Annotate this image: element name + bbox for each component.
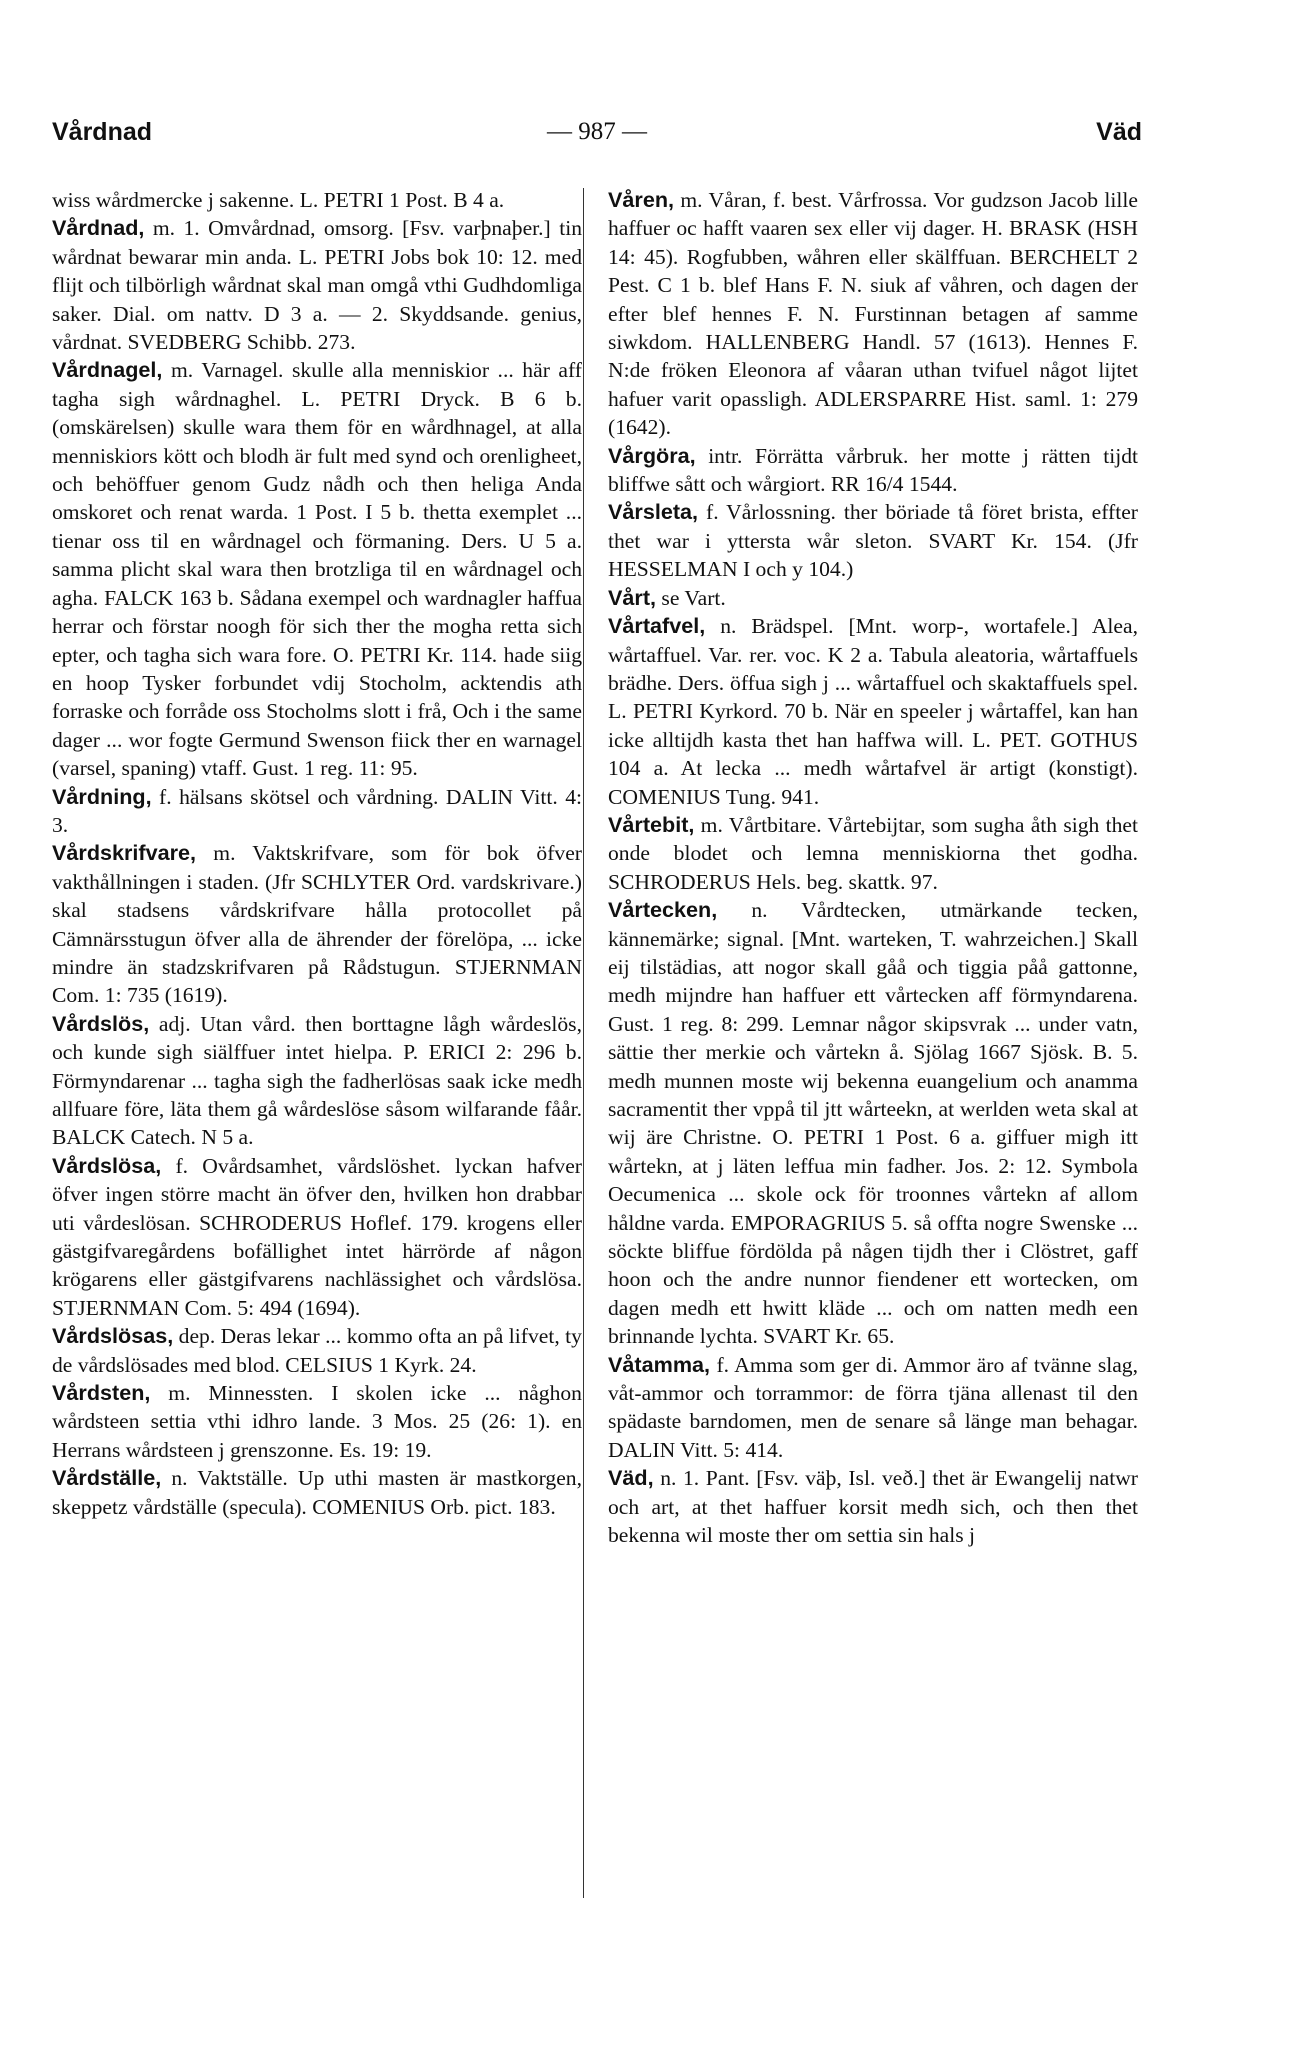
dictionary-entry xyxy=(608,896,1138,1351)
headword: Våren, xyxy=(608,187,675,212)
dictionary-entry xyxy=(52,839,582,1009)
dictionary-entry xyxy=(608,186,1138,442)
headword: Vårdnagel, xyxy=(52,357,163,383)
headword: Vårtebit, xyxy=(608,811,695,837)
entry-text: f. Amma som ger di. Ammor äro af tvänne slag, våt-ammor och torrammor: de förra tjäna allenast til den spädaste barndomen, men de senare så länge man behagar. DALIN Vitt. 5: 414. xyxy=(608,1352,1138,1462)
dictionary-entry xyxy=(52,1152,582,1322)
headword: Vårdställe, xyxy=(52,1465,162,1491)
dictionary-entry xyxy=(608,612,1138,811)
entry-text: wiss wårdmercke j sakenne. L. PETRI 1 Post. B 4 a. xyxy=(52,188,505,212)
headword: Vårtafvel, xyxy=(608,613,706,639)
entry-text: m. Våran, f. best. Vårfrossa. Vor gudzson Jacob lille haffuer oc hafft vaaren sex eller vij dager. H. BRASK (HSH 14: 45). Rogfubben, wåhren eller skälffuan. BERCHELT 2 Pest. C 1 b. blef Hans F. N. siuk af våhren, och dagen der efter blef hennes F. N. Furstinnan betagen af samme siwkdom. HALLENBERG Handl. 57 (1613). Hennes F. N:de fröken Eleonora af våaran uthan tvifuel något lijtet hafuer varit opassligh. ADLERSPARRE Hist. saml. 1: 279 (1642). xyxy=(608,188,1138,440)
left-column xyxy=(52,186,582,1521)
entry-text: f. hälsans skötsel och vårdning. DALIN Vitt. 4: 3. xyxy=(52,784,583,837)
headword: Vårdsten, xyxy=(52,1380,151,1406)
running-head xyxy=(52,118,1142,152)
entry-text: f. Ovårdsamhet, vårdslöshet. lyckan hafver öfver ingen större macht än öfver den, hvilken hon drabbar uti vårdeslösan. SCHRODERUS Hoflef. 179. krogens eller gästgifvaregårdens bofällighet intet härrörde af någon krögarens eller gästgifvarens nachlässighet och vårdslösa. STJERNMAN Com. 5: 494 (1694). xyxy=(52,1153,582,1320)
headword: Vårdslös, xyxy=(52,1010,150,1036)
dictionary-entry xyxy=(608,1464,1138,1549)
entry-text: m. Varnagel. skulle alla menniskior ... här aff tagha sigh wårdnaghel. L. PETRI Dryck. B 6 b. (omskärelsen) skulle wara them för en wårdhnagel, at alla menniskiors kött och blodh är fult med synd och orenligheet, och behöffuer genom Gudz nådh och then heliga Anda omskoret och renat warda. 1 Post. I 5 b. thetta exemplet ... tienar oss til en wårdnagel och förmaning. Ders. U 5 a. samma plicht skal wara then brotzliga til en wårdnagel och agha. FALCK 163 b. Sådana exempel och wardnagler haffua herrar och förstar noogh för sich ther the mogha retta sich epter, och tagha sich wara fore. O. PETRI Kr. 114. hade siig en hoop Tysker forbundet vdij Stocholm, acktendis ath forraske och forråde oss Stocholms slott i frå, Och i the same dager ... wor fogte Germund Swenson fiick ther en warnagel (varsel, spaning) vtaff. Gust. 1 reg. 11: 95. xyxy=(52,358,583,781)
dictionary-entry xyxy=(52,1010,582,1152)
dictionary-entry xyxy=(52,356,582,782)
dictionary-entry xyxy=(608,584,1138,612)
headword: Vårdning, xyxy=(52,783,152,809)
entry-text: m. Vårtbitare. Vårtebijtar, som sugha åth sigh thet onde blodet och lemna menniskiorna thet godha. SCHRODERUS Hels. beg. skattk. 97. xyxy=(608,812,1138,894)
entry-text: m. 1. Omvårdnad, omsorg. [Fsv. varþnaþer.] tin wårdnat bewarar min anda. L. PETRI Jobs bok 10: 12. med flijt och tilbörligh wårdnat skal man omgå vthi Gudhdomliga saker. Dial. om nattv. D 3 a. — 2. Skyddsande. genius, vårdnat. SVEDBERG Schibb. 273. xyxy=(52,216,582,355)
entry-text: n. 1. Pant. [Fsv. väþ, Isl. veð.] thet är Ewangelij natwr och art, at thet haffuer korsit medh sich, och then thet bekenna wil moste ther om settia sin hals j xyxy=(608,1466,1138,1548)
entry-text: adj. Utan vård. then borttagne lågh wårdeslös, och kunde sigh siälffuer intet hielpa. P. ERICI 2: 296 b. Förmyndarenar ... tagha sigh the fadherlösas saak icke medh allfuare före, läta them gå wårdeslöse såsom wilfarande fåår. BALCK Catech. N 5 a. xyxy=(52,1011,582,1150)
headword: Vårtecken, xyxy=(608,897,718,923)
dictionary-entry xyxy=(608,1351,1138,1465)
entry-text: n. Vårdtecken, utmärkande tecken, kännemärke; signal. [Mnt. warteken, T. wahrzeichen.] Skall eij tilstädias, att nogor skall gåå och tiggia påå gattonne, medh mijndre han haffuer ett vårtecken aff förmyndarena. Gust. 1 reg. 8: 299. Lemnar någor skipsvrak ... under vatn, sättie ther merkie och vårtekn å. Sjölag 1667 Sjösk. B. 5. medh munnen moste wij bekenna euangelium och anamma sacramentit ther vppå til jtt wårteekn, at werlden weta skal at wij äre Christne. O. PETRI 1 Post. 6 a. giffuer migh itt wårtekn, at j läten leffua min fadher. Jos. 2: 12. Symbola Oecumenica ... skole ock för troonnes vårtekn af allom håldne varda. EMPORAGRIUS 5. så offta nogre Swenske ... söckte bliffue fördölda på någen tijdh ther i Clöstret, gaff hoon och the andre nunnor fiendener ett wortecken, om dagen medh ett hwitt kläde ... och om natten medh een brinnande lychta. SVART Kr. 65. xyxy=(608,898,1138,1349)
dictionary-entry xyxy=(52,783,582,840)
entry-text: intr. Förrätta vårbruk. her motte j rätten tijdt bliffwe sått och wårgiort. RR 16/4 1544. xyxy=(608,443,1138,497)
entry-text: m. Minnessten. I skolen icke ... någhon wårdsteen settia vthi idhro lande. 3 Mos. 25 (26: 1). en Herrans wårdsteen j grenszonne. Es. 19: 19. xyxy=(52,1381,582,1462)
entry-text: n. Vaktställe. Up uthi masten är mastkorgen, skeppetz vårdställe (specula). COMENIUS Orb. pict. 183. xyxy=(52,1466,582,1519)
dictionary-entry xyxy=(52,1464,582,1521)
headword: Vårdskrifvare, xyxy=(52,840,197,866)
header-first-headword: Vårdnad xyxy=(52,118,153,146)
headword: Vårdslösas, xyxy=(52,1323,174,1349)
dictionary-entry xyxy=(52,1322,582,1379)
headword: Vårdslösa, xyxy=(52,1152,162,1178)
dictionary-entry xyxy=(52,214,582,356)
entry-text: se Vart. xyxy=(661,585,726,610)
column-divider xyxy=(583,188,584,1898)
page-number: — 987 — xyxy=(547,118,647,145)
headword: Våtamma, xyxy=(608,1351,711,1377)
header-last-headword: Väd xyxy=(1096,118,1142,146)
dictionary-entry xyxy=(608,811,1138,896)
headword: Vårdnad, xyxy=(52,215,145,241)
dictionary-entry xyxy=(608,498,1138,583)
headword: Vårsleta, xyxy=(608,499,699,525)
dictionary-entry xyxy=(608,442,1138,499)
entry-text: dep. Deras lekar ... kommo ofta an på lifvet, ty de vårdslösades med blod. CELSIUS 1 Kyrk. 24. xyxy=(52,1324,582,1377)
headword: Vårt, xyxy=(608,584,657,610)
headword: Väd, xyxy=(608,1465,654,1491)
entry-text: m. Vaktskrifvare, som för bok öfver vakthållningen i staden. (Jfr SCHLYTER Ord. vardskrivare.) skal stadsens vårdskrifvare hålla protocollet på Cämnärsstugun öfver alla de ährender der förelöpa, ... icke mindre än stadzskrifvaren på Rådstugun. STJERNMAN Com. 1: 735 (1619). xyxy=(52,841,582,1008)
entry-text: n. Brädspel. [Mnt. worp-, wortafele.] Alea, wårtaffuel. Var. rer. voc. K 2 a. Tabula aleatoria, wårtaffuels brädhe. Ders. öffua sigh j ... wårtaffuel och skaktaffuels spel. L. PETRI Kyrkord. 70 b. När en speeler j wårtaffel, kan han icke alltijdh kasta thet han haffwa will. L. PET. GOTHUS 104 a. At lecka ... medh wårtafvel är artigt (konstigt). COMENIUS Tung. 941. xyxy=(608,614,1138,809)
dictionary-entry xyxy=(52,186,582,214)
right-column xyxy=(608,186,1138,1550)
headword: Vårgöra, xyxy=(608,442,696,468)
dictionary-entry xyxy=(52,1379,582,1464)
entry-text: f. Vårlossning. ther böriade tå föret brista, effter thet war i yttersta wår sleton. SVART Kr. 154. (Jfr HESSELMAN I och y 104.) xyxy=(608,500,1138,582)
